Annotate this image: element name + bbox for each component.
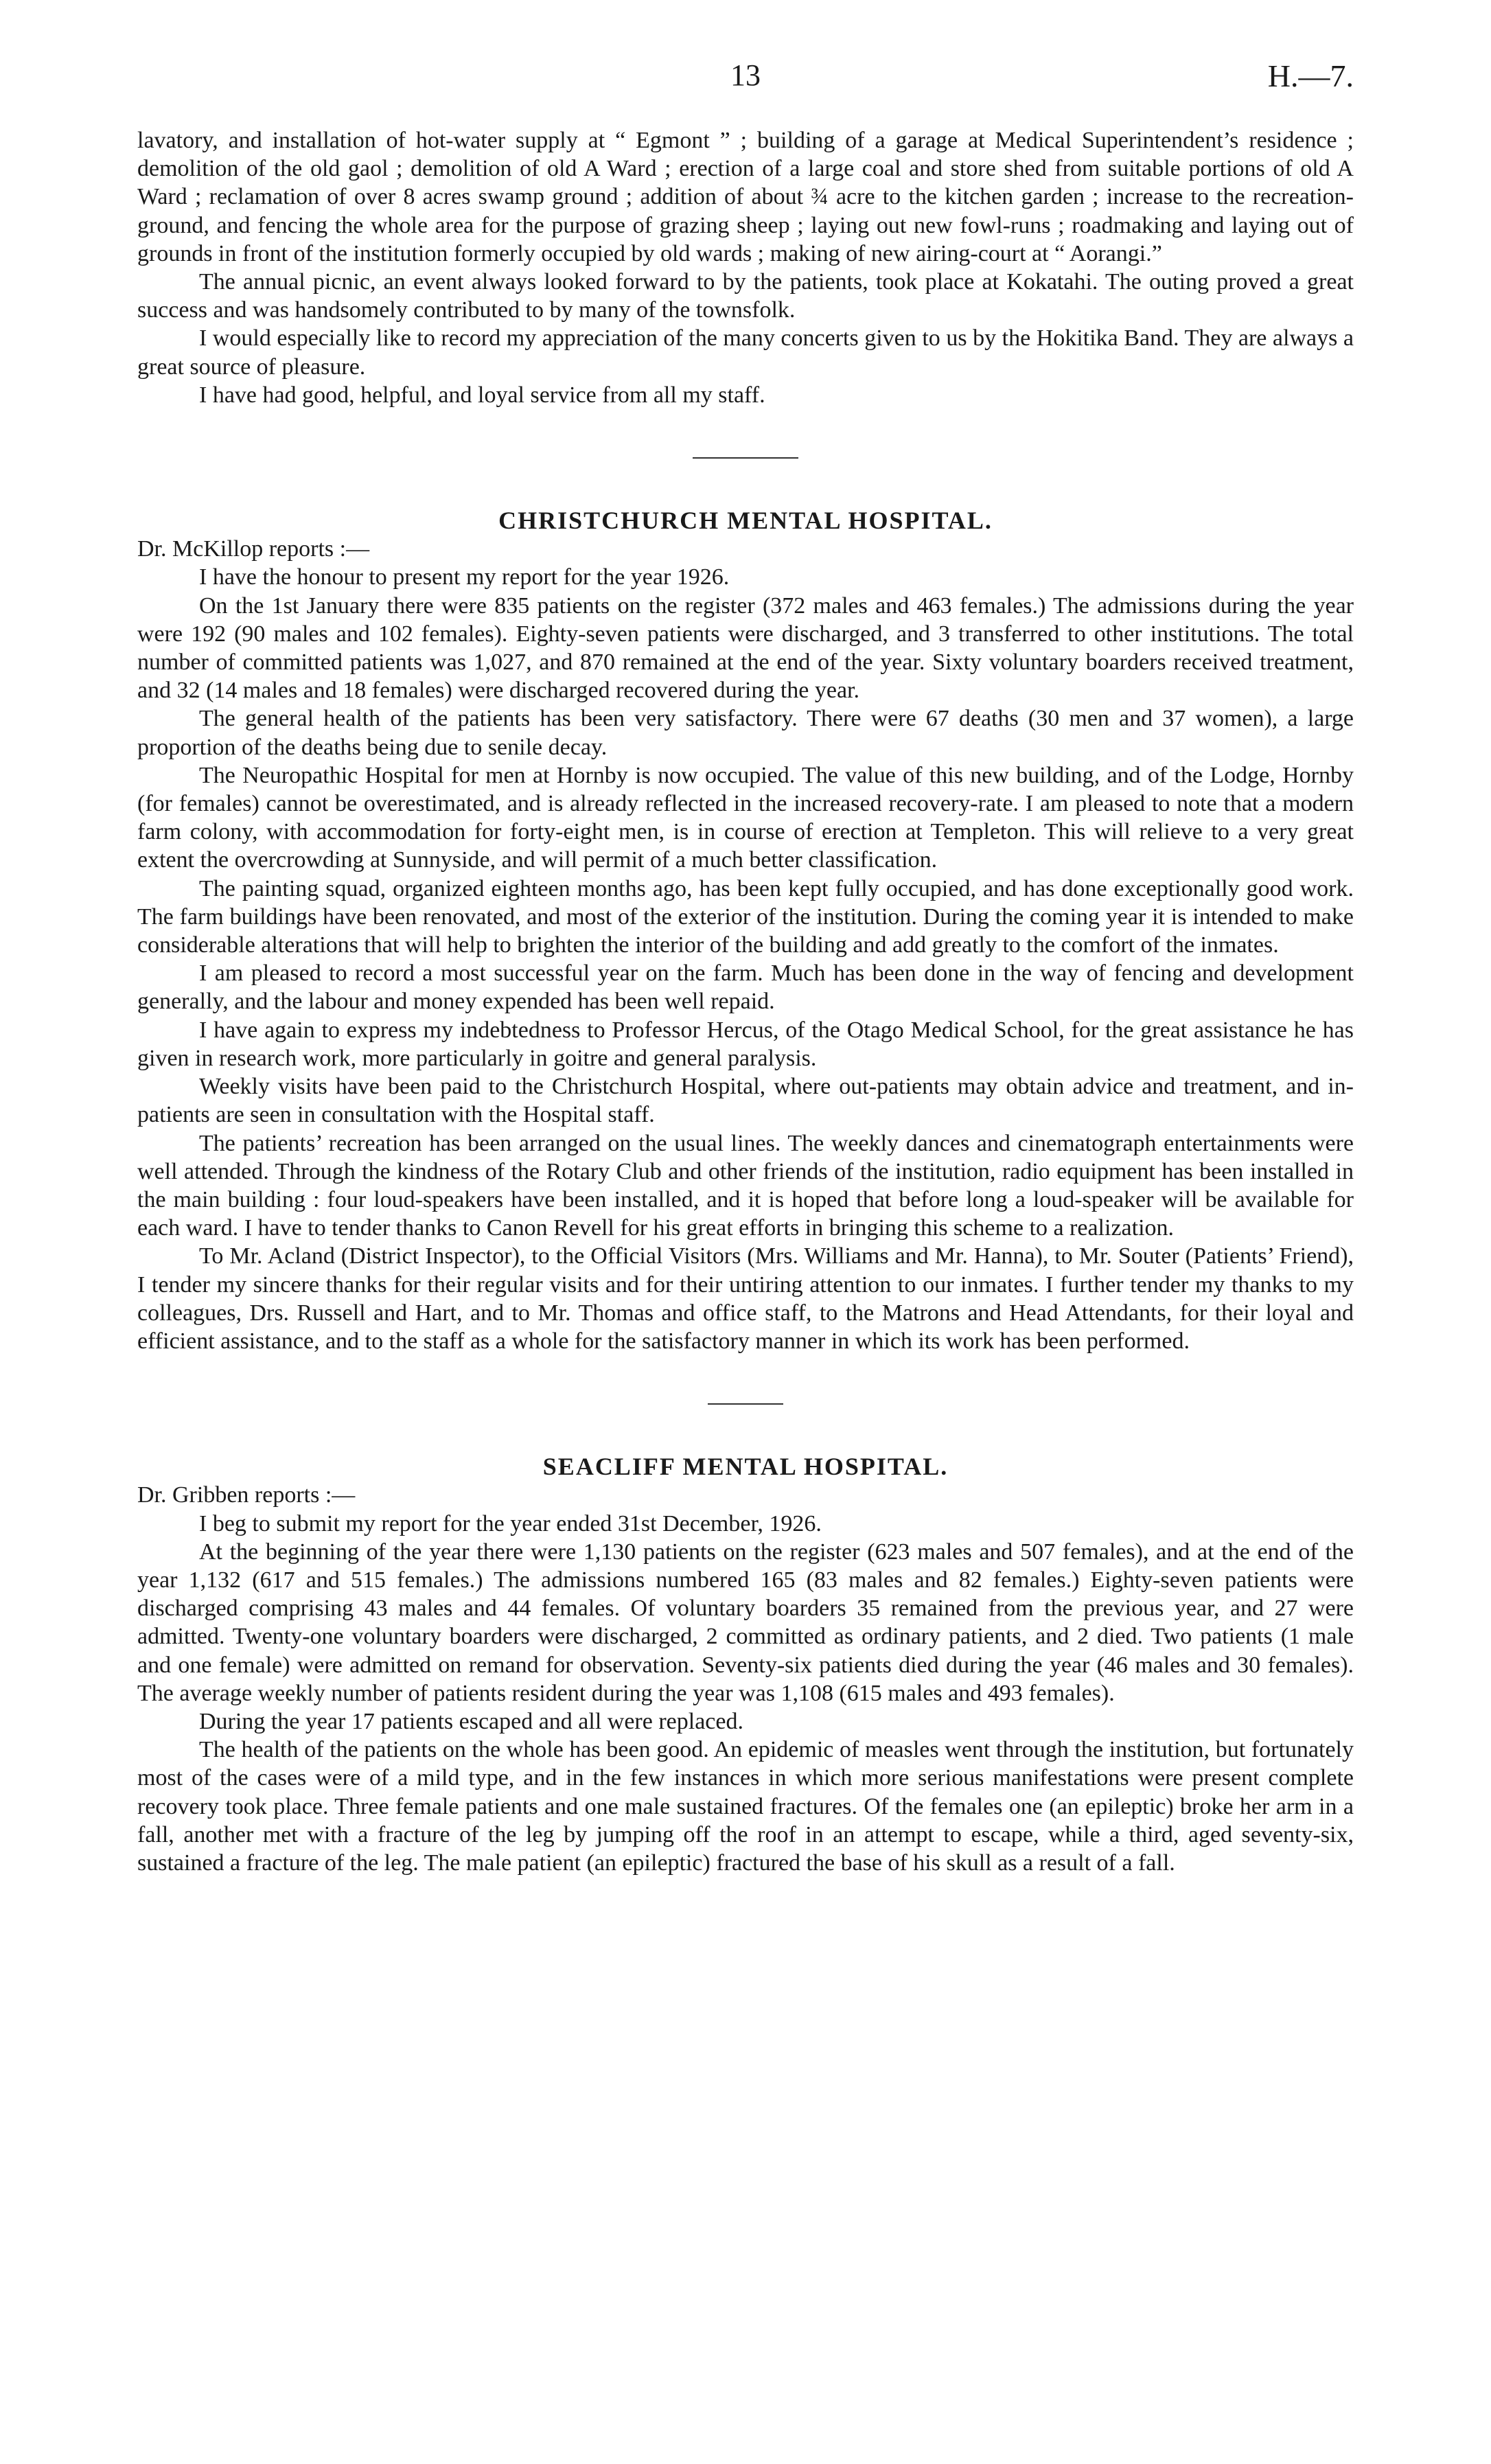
section-heading-seacliff: SEACLIFF MENTAL HOSPITAL. (542, 1453, 949, 1481)
paragraph: The annual picnic, an event always looked forward to by the patients, took place at Kokatahi. The outing proved a great success and was handsomely contributed to by many of the townsfolk. (137, 269, 1354, 323)
page-body (137, 126, 1354, 1877)
paragraph: I am pleased to record a most successful year on the farm. Much has been done in the way of fencing and development generally, and the labour and money expended has been well repaid. (137, 960, 1354, 1015)
page-number: 13 (730, 58, 761, 92)
paragraph: During the year 17 patients escaped and all were replaced. (199, 1708, 743, 1734)
paragraph: To Mr. Acland (District Inspector), to the Official Visitors (Mrs. Williams and Mr. Hanna), to Mr. Souter (Patients’ Friend), I tender my sincere thanks for their regular visits and for their untiring attention to our inmates. I further tender my thanks to my colleagues, Drs. Russell and Hart, and to Mr. Thomas and office staff, to the Matrons and Head Attendants, for their loyal and efficient assistance, and to the staff as a whole for the satisfactory manner in which its work has been performed. (137, 1243, 1354, 1354)
paragraph: The painting squad, organized eighteen months ago, has been kept fully occupied, and has done exceptionally good work. The farm buildings have been renovated, and most of the exterior of the institution. During the coming year it is intended to make considerable alterations that will help to brighten the interior of the building and add greatly to the comfort of the inmates. (137, 875, 1354, 958)
reporter-line: Dr. Gribben reports :— (137, 1482, 356, 1508)
paragraph: I have had good, helpful, and loyal service from all my staff. (199, 382, 765, 408)
paragraph: The general health of the patients has been very satisfactory. There were 67 deaths (30 men and 37 women), a large proportion of the deaths being due to senile decay. (137, 706, 1354, 760)
paragraph: At the beginning of the year there were 1,130 patients on the register (623 males and 507 females), and at the end of the year 1,132 (617 and 515 females.) The admissions numbered 165 (83 males and 82 females.) Eighty-seven patients were discharged comprising 43 males and 44 females. Of voluntary boarders 35 remained from the previous year, and 27 were admitted. Twenty-one voluntary boarders were discharged, 2 committed as ordinary patients, and 2 died. Two patients (1 male and one female) were admitted on remand for observation. Seventy-six patients died during the year (46 males and 30 females). The average weekly number of patients resident during the year was 1,108 (615 males and 493 females). (137, 1539, 1354, 1706)
page-header (137, 58, 1354, 106)
document-reference: H.—7. (1267, 58, 1354, 93)
paragraph: I would especially like to record my appreciation of the many concerts given to us by the Hokitika Band. They are always a great source of pleasure. (137, 325, 1354, 380)
paragraph: The health of the patients on the whole has been good. An epidemic of measles went through the institution, but fortunately most of the cases were of a mild type, and in the few instances in which more serious manifestations were present complete recovery took place. Three female patients and one male sustained fractures. Of the females one (an epileptic) broke her arm in a fall, another met with a fracture of the leg by jumping off the roof in an attempt to escape, while a third, aged seventy-six, sustained a fracture of the leg. The male patient (an epileptic) fractured the base of his skull as a result of a fall. (137, 1737, 1354, 1876)
paragraph: I beg to submit my report for the year ended 31st December, 1926. (199, 1510, 822, 1536)
continued-paragraph: lavatory, and installation of hot-water supply at “ Egmont ” ; building of a garage at Medical Superintendent’s residence ; demolition of the old gaol ; demolition of old A Ward ; erection of a large coal and store shed from suitable portions of old A Ward ; reclamation of over 8 acres swamp ground ; addition of about ¾ acre to the kitchen garden ; increase to the recreation-ground, and fencing the whole area for the purpose of grazing sheep ; laying out new fowl-runs ; roadmaking and laying out of grounds in front of the institution formerly occupied by old wards ; making of new airing-court at “ Aorangi.” (137, 128, 1354, 266)
paragraph: The Neuropathic Hospital for men at Hornby is now occupied. The value of this new building, and of the Lodge, Hornby (for females) cannot be overestimated, and is already reflected in the increased recovery-rate. I am pleased to note that a modern farm colony, with accommodation for forty-eight men, is in course of erection at Templeton. This will relieve to a very great extent the overcrowding at Sunnyside, and will permit of a much better classification. (137, 762, 1354, 873)
reporter-line: Dr. McKillop reports :— (137, 536, 370, 562)
paragraph: I have again to express my indebtedness to Professor Hercus, of the Otago Medical School, for the great assistance he has given in research work, more particularly in goitre and general paralysis. (137, 1017, 1354, 1071)
paragraph: On the 1st January there were 835 patients on the register (372 males and 463 females.) The admissions during the year were 192 (90 males and 102 females). Eighty-seven patients were discharged, and 3 transferred to other institutions. The total number of committed patients was 1,027, and 870 remained at the end of the year. Sixty voluntary boarders received treatment, and 32 (14 males and 18 females) were discharged recovered during the year. (137, 592, 1354, 704)
paragraph: The patients’ recreation has been arranged on the usual lines. The weekly dances and cinematograph entertainments were well attended. Through the kindness of the Rotary Club and other friends of the institution, radio equipment has been installed in the main building : four loud-speakers have been installed, and it is hoped that before long a loud-speaker will be available for each ward. I have to tender thanks to Canon Revell for his great efforts in bringing this scheme to a realization. (137, 1130, 1354, 1241)
section-heading-christchurch: CHRISTCHURCH MENTAL HOSPITAL. (498, 507, 993, 535)
paragraph: Weekly visits have been paid to the Christchurch Hospital, where out-patients may obtain advice and treatment, and in-patients are seen in consultation with the Hospital staff. (137, 1074, 1354, 1128)
paragraph: I have the honour to present my report for the year 1926. (199, 564, 730, 590)
